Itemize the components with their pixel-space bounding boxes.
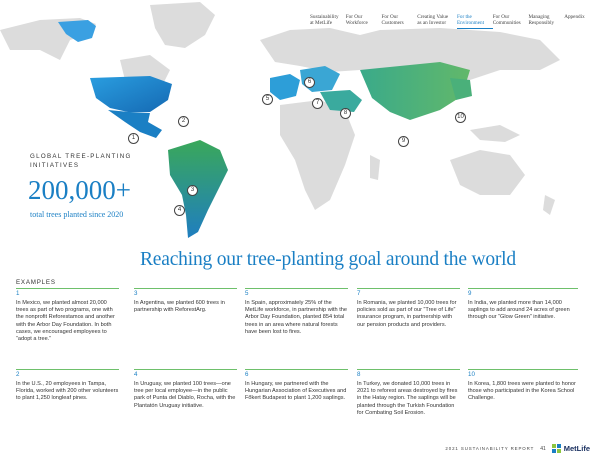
stat-value: 200,000+ <box>28 175 131 205</box>
nav-managing[interactable]: Managing Responsibly <box>528 14 555 26</box>
example-number: 6 <box>245 371 249 378</box>
footer <box>445 444 590 453</box>
example-6 <box>245 369 348 403</box>
stat-label: GLOBAL TREE-PLANTING INITIATIVES <box>30 153 132 169</box>
nav-investor[interactable]: Creating Value as an Investor <box>417 14 449 26</box>
map-marker-10[interactable]: 10 <box>455 112 466 123</box>
example-text: In Hungary, we partnered with the Hungarian Association of Executives and Főkert Budapest to plant 1,200 saplings. <box>245 381 347 402</box>
example-number: 1 <box>16 290 20 297</box>
example-number: 9 <box>468 290 472 297</box>
page-number: 41 <box>540 445 546 452</box>
nav-appendix[interactable]: Appendix <box>564 14 585 20</box>
map-marker-3[interactable]: 3 <box>187 185 198 196</box>
example-1 <box>16 288 119 343</box>
stat-description: total trees planted since 2020 <box>30 210 124 219</box>
example-text: In India, we planted more than 14,000 saplings to add around 24 acres of green through our “Glow Green” initiative. <box>468 300 570 321</box>
example-5 <box>245 288 348 336</box>
example-2 <box>16 369 119 403</box>
nav-customers[interactable]: For Our Customers <box>381 14 404 26</box>
example-9 <box>468 288 578 322</box>
example-text: In Korea, 1,800 trees were planted to honor those who participated in the Korea School Challenge. <box>468 381 576 402</box>
example-number: 2 <box>16 371 20 378</box>
example-number: 4 <box>134 371 138 378</box>
nav-sustainability[interactable]: Sustainability at MetLife <box>310 14 339 26</box>
report-title: 2021 SUSTAINABILITY REPORT <box>445 446 535 451</box>
example-text: In Mexico, we planted almost 20,000 trees as part of two programs, one with the nonprofit Reforestamos and another with the Arbor Day Foundation. In both cases, we encouraged employees to “adopt a tree.” <box>16 300 115 343</box>
map-marker-8[interactable]: 8 <box>340 108 351 119</box>
nav-environment[interactable]: For the Environment <box>457 14 493 29</box>
map-marker-1[interactable]: 1 <box>128 133 139 144</box>
map-marker-9[interactable]: 9 <box>398 136 409 147</box>
top-nav <box>310 14 594 29</box>
map-marker-7[interactable]: 7 <box>312 98 323 109</box>
example-number: 3 <box>134 290 138 297</box>
example-text: In Uruguay, we planted 100 trees—one tree per local employee—in the public park of Punta del Diablo, Rocha, with the Plantatón Uruguay initiative. <box>134 381 236 409</box>
example-8 <box>357 369 460 417</box>
example-number: 8 <box>357 371 361 378</box>
metlife-logo-icon <box>552 444 562 453</box>
map-marker-5[interactable]: 5 <box>262 94 273 105</box>
example-number: 7 <box>357 290 361 297</box>
map-marker-2[interactable]: 2 <box>178 116 189 127</box>
nav-communities[interactable]: For Our Communities <box>492 14 521 26</box>
example-text: In Spain, approximately 25% of the MetLife workforce, in partnership with the Arbor Day Foundation, planted 854 total trees in an area where natural forests have been lost to fires. <box>245 300 347 335</box>
logo-text: MetLife <box>563 444 590 453</box>
map-marker-6[interactable]: 6 <box>304 77 315 88</box>
example-text: In Argentina, we planted 600 trees in partnership with ReforestArg. <box>134 300 225 314</box>
example-number: 5 <box>245 290 249 297</box>
nav-workforce[interactable]: For Our Workforce <box>345 14 368 26</box>
page-headline: Reaching our tree-planting goal around the world <box>140 249 516 270</box>
example-text: In Turkey, we donated 10,000 trees in 2021 to reforest areas destroyed by fires in the Hatay region. The saplings will be planted through the Turkish Foundation for Combating Soil Erosion. <box>357 381 458 416</box>
example-text: In the U.S., 20 employees in Tampa, Florida, worked with 200 other volunteers to plant 1,250 longleaf pines. <box>16 381 119 402</box>
examples-title: EXAMPLES <box>16 279 56 286</box>
example-3 <box>134 288 237 314</box>
metlife-logo[interactable] <box>552 444 590 453</box>
example-number: 10 <box>468 371 475 378</box>
map-marker-4[interactable]: 4 <box>174 205 185 216</box>
example-text: In Romania, we planted 10,000 trees for policies sold as part of our “Tree of Life” insurance program, in partnership with our pension products and providers. <box>357 300 457 328</box>
example-4 <box>134 369 237 410</box>
example-7 <box>357 288 460 329</box>
example-10 <box>468 369 578 403</box>
